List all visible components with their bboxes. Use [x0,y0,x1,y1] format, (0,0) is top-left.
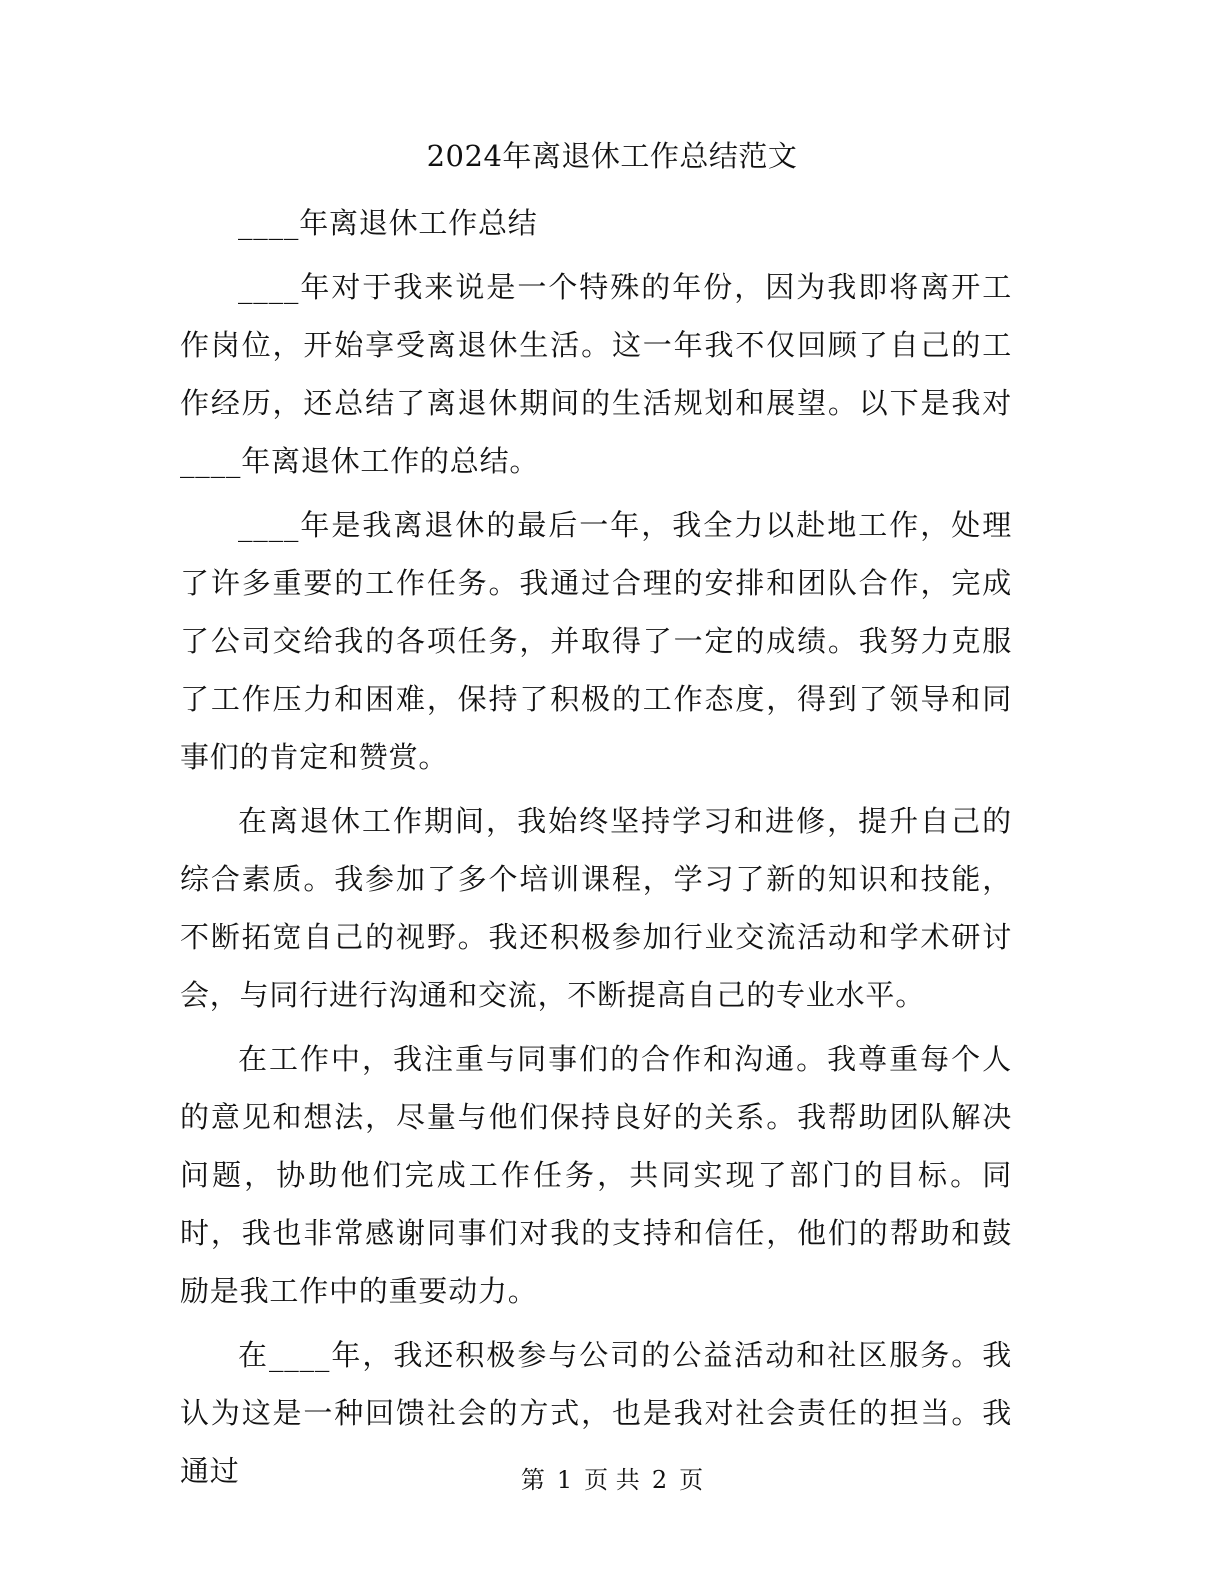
total-pages-number: 2 [651,1466,668,1494]
current-page-number: 1 [556,1466,573,1494]
paragraph-learning: 在离退休工作期间，我始终坚持学习和进修，提升自己的综合素质。我参加了多个培训课程，学习了新的知识和技能，不断拓宽自己的视野。我还积极参加行业交流活动和学术研讨会，与同行进行沟通和交流，不断提高自己的专业水平。 [180,804,1012,1012]
document-body [180,194,1012,1506]
page-footer [0,1462,1224,1498]
paragraph-final-year: ____年是我离退休的最后一年，我全力以赴地工作，处理了许多重要的工作任务。我通过合理的安排和团队合作，完成了公司交给我的各项任务，并取得了一定的成绩。我努力克服了工作压力和困难，保持了积极的工作态度，得到了领导和同事们的肯定和赞赏。 [180,508,1012,774]
paragraph-public-service: 在____年，我还积极参与公司的公益活动和社区服务。我认为这是一种回馈社会的方式，也是我对社会责任的担当。我通过 [180,1338,1012,1488]
document-title: 2024年离退休工作总结范文 [426,139,798,173]
paragraph-teamwork: 在工作中，我注重与同事们的合作和沟通。我尊重每个人的意见和想法，尽量与他们保持良好的关系。我帮助团队解决问题，协助他们完成工作任务，共同实现了部门的目标。同时，我也非常感谢同事们对我的支持和信任，他们的帮助和鼓励是我工作中的重要动力。 [180,1042,1012,1308]
page-label-suffix: 页 [679,1466,704,1494]
page-label-prefix: 第 [520,1466,545,1494]
paragraph-intro: ____年对于我来说是一个特殊的年份，因为我即将离开工作岗位，开始享受离退休生活。这一年我不仅回顾了自己的工作经历，还总结了离退休期间的生活规划和展望。以下是我对____年离退休工作的总结。 [180,270,1012,478]
page-label-mid: 页 共 [584,1466,640,1494]
section-heading: ____年离退休工作总结 [238,206,538,240]
